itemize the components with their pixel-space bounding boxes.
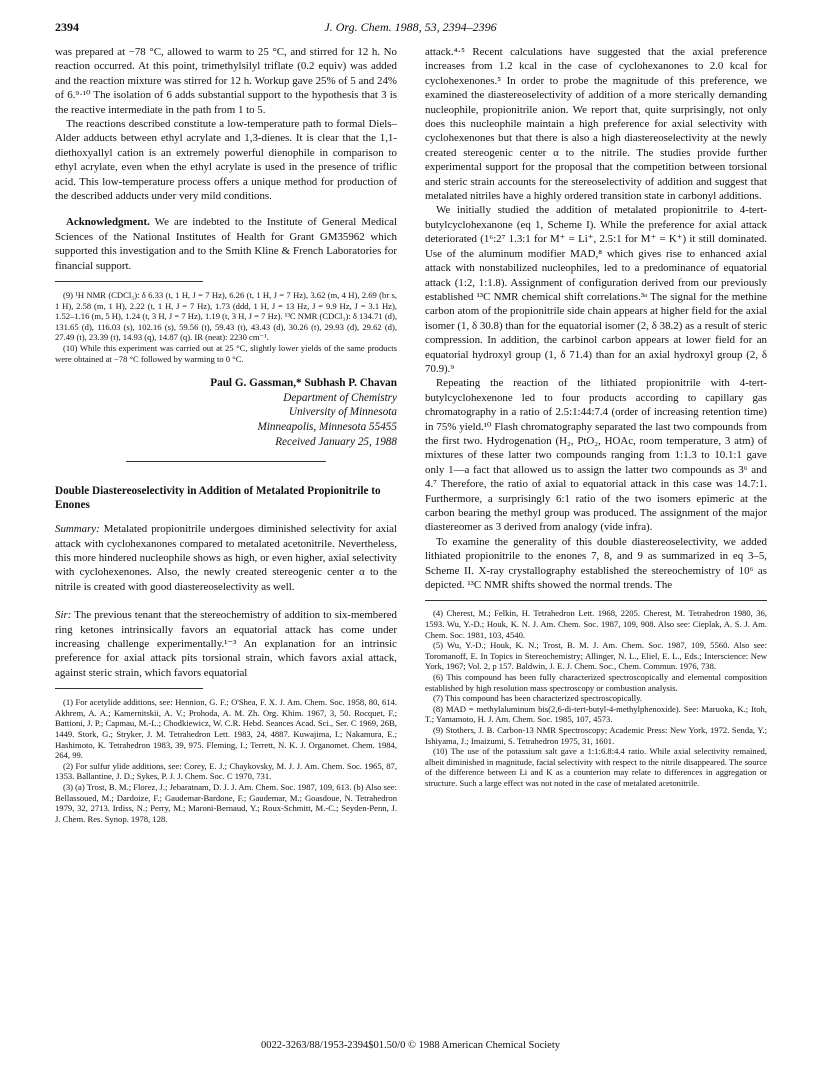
affiliation-line: Minneapolis, Minnesota 55455 xyxy=(257,421,397,434)
body-paragraph: attack.⁴·⁵ Recent calculations have suggested that the axial preference increases from 1.2 kcal in the case of cyclohexanones to 2.0 kcal for cyclohexenones.⁵ In order to probe the magnitude of this preference, we examined the diastereoselectivity of addition of a more sterically demanding nucleophile, propionitrile anion. We report that, quite surprisingly, not only does this nucleophile maintain a high preference for axial selectivity with cyclohexenones but that there is also a high diastereoselectivity at the newly created stereogenic center α to the nitrile. The studies provide further experimental support for the proposal that the competition between torsional and steric strain accounts for the stereoselectivity of addition and suggest that metalated nitriles have a highly ordered transition state in carbonyl additions. xyxy=(425,46,767,203)
summary-label: Summary: xyxy=(55,523,100,536)
references xyxy=(425,608,767,788)
summary-paragraph xyxy=(55,522,397,594)
reference: (3) (a) Trost, B. M.; Florez, J.; Jebaratnam, D. J. J. Am. Chem. Soc. 1987, 109, 613. (b) Also see: Bellassoued, M.; Dardoize, F.; Gaudemar-Bardone, F.; Gaudemar, M.; Goasdoue, N. Tetrahedron 1979, 32, 2713. Irdiss, N.; Perry, M.; Maroni-Bernaud, Y.; Roux-Schmitt, M.-C.; Seyden-Penn, J. J. Chem. Res. Synop. 1978, 128. xyxy=(55,782,397,824)
communication-title: Double Diastereoselectivity in Addition of Metalated Propionitrile to Enones xyxy=(55,485,381,512)
notes xyxy=(55,290,397,364)
copyright-footer: 0022-3263/88/1953-2394$01.50/0 © 1988 American Chemical Society xyxy=(260,1040,561,1051)
reference: (2) For sulfur ylide additions, see: Corey, E. J.; Chaykovsky, M. J. J. Am. Chem. Soc. 1965, 87, 1353. Ballantine, J. D.; Sykes, P. J. J. Chem. Soc. C 1970, 731. xyxy=(55,760,397,782)
references xyxy=(55,697,397,824)
author-block xyxy=(55,376,397,449)
ack-label: Acknowledgment. xyxy=(66,216,150,229)
sir-paragraph xyxy=(55,608,397,680)
body-paragraph: To examine the generality of this double diastereoselectivity, we added lithiated propionitrile to the enones 7, 8, and 9 as summarized in eq 3–5, Scheme II. X-ray crystallography established the stereochemistry of 10⁶ as depicted. ¹³C NMR shifts showed the normal trends. The xyxy=(425,535,767,592)
reference: (4) Cherest, M.; Felkin, H. Tetrahedron Lett. 1968, 2205. Cherest, M. Tetrahedron 1980, 36, 1593. Wu, Y.-D.; Houk, K. N. J. Am. Chem. Soc. 1987, 109, 908. Also see: Cieplak, A. S. J. Am. Chem. Soc. 1981, 103, 4540. xyxy=(425,608,767,640)
ack-text: We are indebted to the Institute of General Medical Sciences of the National Institutes of Health for Grant GM35962 which supported this investigation and to the Smith Kline & French Laboratories for financial support. xyxy=(55,216,397,272)
journal-citation: J. Org. Chem. 1988, 53, 2394–2396 xyxy=(324,20,497,34)
running-header xyxy=(55,20,766,38)
section-divider xyxy=(126,461,326,462)
author-names: Paul G. Gassman,* Subhash P. Chavan xyxy=(210,377,397,390)
summary-text: Metalated propionitrile undergoes diminished selectivity for axial attack with cyclohexanones compared to metalated acetonitrile. Nevertheless, this more hindered nucleophile shows as high, or even higher, axial selectivity with cyclohexenones. Also, the newly created stereogenic center α to the nitrile is created with good diastereoselectivity as well. xyxy=(55,523,397,593)
sir-label: Sir: xyxy=(55,609,72,622)
body-paragraph: We initially studied the addition of metalated propionitrile to 4-tert-butylcyclohexanone (eq 1, Scheme I). While the preference for axial attack deteriorated (1⁶:2⁷ 1.3:1 for M⁺ = Li⁺, 2.5:1 for M⁺ = K⁺) it still dominated. Use of the aluminum modifier MAD,⁸ which gives rise to enhanced axial attack with nonstabilized nucleophiles, led to a predominance of equatorial attack (1:2, 1:1.8). Assignment of configuration derived from our previously established ¹³C NMR chemical shift correlations.³ᵃ The signal for the methine carbon atom of the propionitrile side chain appears at higher field for the axial isomer (1, δ 30.8) than for the equatorial isomer (2, δ 38.2) as a result of steric compression. In addition, the carbinol carbon appears at lower field for an equatorial hydroxyl group (1, δ 71.4) than for an axial hydroxyl group (2, δ 70.9).⁹ xyxy=(425,204,767,375)
received-date: Received January 25, 1988 xyxy=(275,435,397,448)
body-paragraph xyxy=(55,608,397,680)
reference: (8) MAD = methylaluminum bis(2,6-di-tert-butyl-4-methylphenoxide). See: Maruoka, K.; Itoh, T.; Yamamoto, H. J. Am. Chem. Soc. 1985, 107, 4573. xyxy=(425,703,767,725)
reference: (7) This compound has been characterized spectroscopically. xyxy=(433,693,643,704)
right-column xyxy=(425,45,767,789)
affiliation-line: University of Minnesota xyxy=(288,406,397,419)
reference: (1) For acetylide additions, see: Hennion, G. F.; O'Shea, F. X. J. Am. Chem. Soc. 1958, 80, 614. Akhrem, A. A.; Kamernitskii, A. V.; Prohoda, A. M. Zh. Org. Khim. 1967, 3, 50. Rocquet, F.; Battioni, J. P.; Capmau, M.-L.; Chodkiewicz, W. C.R. Hebd. Seances Acad. Sci., Ser. C 1969, 26B, 1449. Stork, G.; Stryker, J. M. Tetrahedron Lett. 1983, 24, 4887. Kuwajima, I.; Nakamura, E.; Hashimoto, K. Tetrahedron 1983, 39, 975. Fleming, I.; Terrett, N. K. J. Organomet. Chem. 1984, 264, 99. xyxy=(55,697,397,761)
references-divider xyxy=(425,600,767,601)
note: (10) While this experiment was carried out at 25 °C, slightly lower yields of the same products were obtained at −78 °C followed by warming to 0 °C. xyxy=(55,343,397,364)
body-paragraph: The reactions described constitute a low-temperature path to formal Diels–Alder adducts between ethyl acrylate and 1,3-dienes. It is clear that the 1,1-diethoxyallyl cation is an extremely powerful dienophile in comparison to ethyl acrylate, even when the ethyl acrylate is used in the presence of triflic acid. This low-temperature process offers a unique method for production of the described adducts under very mild conditions. xyxy=(55,118,397,203)
reference: (9) Stothers, J. B. Carbon-13 NMR Spectroscopy; Academic Press: New York, 1972. Senda, Y.; Ishiyama, J.; Imaizumi, S. Tetrahedron 1975, 31, 1601. xyxy=(425,724,767,746)
sir-text: The previous tenant that the stereochemistry of addition to six-membered ring ketones intrinsically favors an equatorial attack has come under increasing challenge experimentally.¹⁻³ An explanation for an intrinsic preference for axial attack pits torsional strain, which favors axial attack, against steric strain, which favors equatorial xyxy=(55,609,397,679)
reference: (6) This compound has been fully characterized spectroscopically and elemental composition established by high resolution mass spectroscopy or combustion analysis. xyxy=(425,672,767,693)
notes-divider xyxy=(55,281,203,282)
left-column xyxy=(55,45,397,824)
affiliation-line: Department of Chemistry xyxy=(283,391,397,404)
body-paragraph: was prepared at −78 °C, allowed to warm to 25 °C, and stirred for 12 h. No reaction occurred. At this point, trimethylsilyl triflate (0.2 equiv) was added and the reaction mixture was stirred for 12 h. Workup gave 25% of 5 and 24% of 6.⁹·¹⁰ The isolation of 6 adds substantial support to the hypothesis that 3 is the reactive intermediate in the path from 1 to 5. xyxy=(55,46,397,116)
reference: (5) Wu, Y.-D.; Houk, K. N.; Trost, B. M. J. Am. Chem. Soc. 1987, 109, 5560. Also see: Toromanoff, E. In Topics in Stereochemistry; Allinger, N. L., Eliel, E. L., Eds.; Interscience: New York, 1967; Vol. 2, p 157. Baldwin, J. E. J. Chem. Soc., Chem. Commun. 1976, 738. xyxy=(425,640,767,672)
acknowledgment xyxy=(55,215,397,273)
body-paragraph: Repeating the reaction of the lithiated propionitrile with 4-tert-butylcyclohexenone led to four products according to capillary gas chromatography in a ratio of 2.5:1:44:7.4 (order of increasing retention time) in 75% yield.¹⁰ Flash chromatography separated the last two compounds from the first two. Hydrogenation (H₂, PtO₂, HOAc, room temperature, 3 atm) of mixtures of these latter two compounds ranging from 1:1.3 to 10.1:1 gave only 1—a fact that allowed us to assign the latter two compounds as 3⁶ and 4.⁷ Therefore, the ratio of axial to equatorial attack in this case was 14.7:1. Furthermore, a surprisingly 6:1 ratio of the two isomers epimeric at the carbon bearing the methyl group was produced. The assignment of the major diastereomer as 3 derived from analogy (vide infra). xyxy=(425,377,767,534)
summary xyxy=(55,522,397,594)
reference: (10) The use of the potassium salt gave a 1:1:6.8:4.4 ratio. While axial selectivity remained, albeit diminished in magnitude, facial selectivity with respect to the nitrile disappeared. The source of the difference between Li and K as a counterion may relate to differences in aggregation or structure. Such a large effect was not noted in the case of metalated acetonitrile. xyxy=(425,746,767,788)
page-number: 2394 xyxy=(55,20,79,34)
references-divider xyxy=(55,688,203,689)
note: (9) ¹H NMR (CDCl₃): δ 6.33 (t, 1 H, J = 7 Hz), 6.26 (t, 1 H, J = 7 Hz), 3.62 (m, 4 H), 2.69 (br s, 1 H), 2.58 (m, 1 H), 2.22 (t, 1 H, J = 7 Hz), 1.73 (ddd, 1 H, J = 13 Hz, J = 9.9 Hz, J = 3.1 Hz), 1.52–1.16 (m, 5 H), 1.24 (t, 3 H, J = 7 Hz), 1.19 (t, 3 H, J = 7 Hz). ¹³C NMR (CDCl₃): δ 134.71 (d), 131.65 (d), 116.03 (s), 102.16 (s), 59.56 (t), 59.43 (t), 43.43 (d), 30.26 (t), 29.93 (d), 29.62 (d), 27.49 (t), 23.39 (t), 14.93 (q), 14.87 (q). IR (neat): 2230 cm⁻¹. xyxy=(55,290,397,343)
